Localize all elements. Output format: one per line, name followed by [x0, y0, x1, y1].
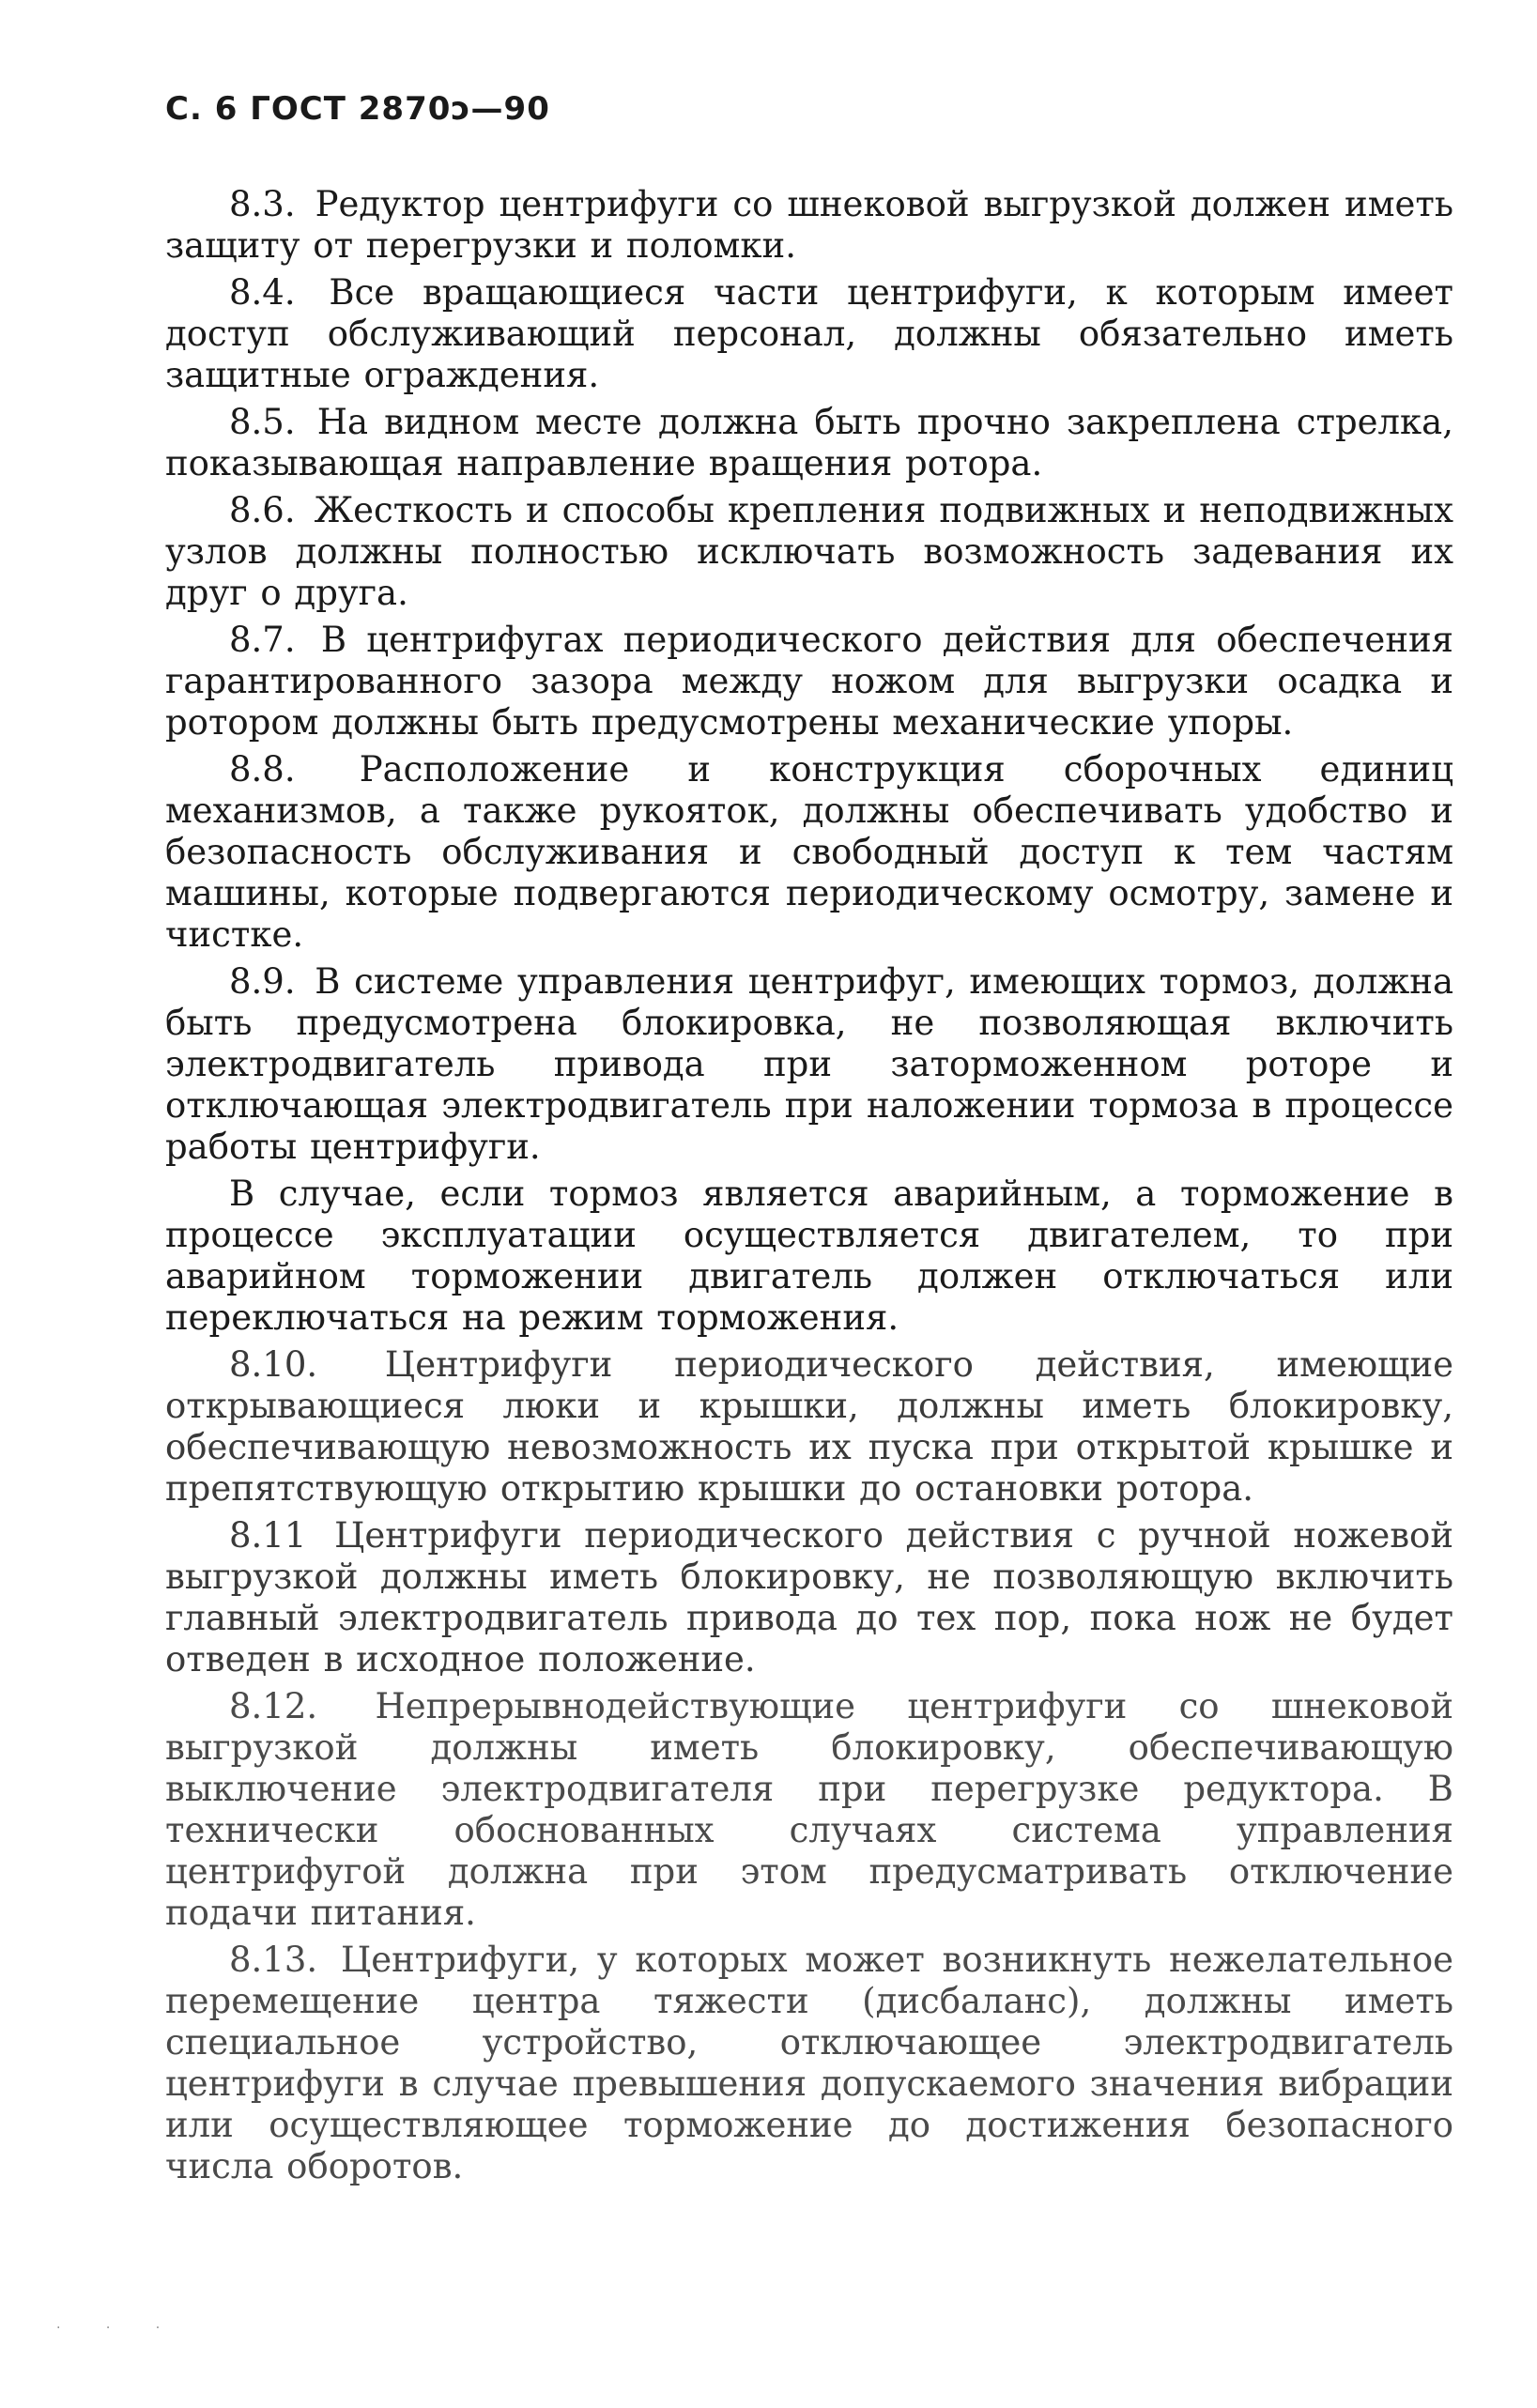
paragraph-8-9-continued [165, 1173, 1453, 1339]
clause-number: 8.5. [229, 402, 296, 442]
paragraph-8-9 [165, 961, 1453, 1168]
clause-text: На видном месте должна быть прочно закреплена стрелка, показывающая направление вращения ротора. [165, 402, 1453, 483]
paragraph-8-10 [165, 1344, 1453, 1510]
clause-number: 8.7. [229, 620, 296, 660]
clause-number: 8.13. [229, 1940, 318, 1980]
clause-text: В центрифугах периодического действия для обеспечения гарантированного зазора между ножом для выгрузки осадка и ротором должны быть предусмотрены механические упоры. [165, 620, 1453, 743]
paragraph-8-6 [165, 490, 1453, 614]
clause-number: 8.8. [229, 749, 296, 790]
clause-number: 8.10. [229, 1344, 318, 1385]
paragraph-8-7 [165, 620, 1453, 744]
paragraph-8-5 [165, 402, 1453, 484]
clause-text: В системе управления центрифуг, имеющих тормоз, должна быть предусмотрена блокировка, не позволяющая включить электродвигатель привода при заторможенном роторе и отключающая электродвигатель при наложении тормоза в процессе работы центрифуги. [165, 961, 1453, 1167]
clause-number: 8.6. [229, 490, 296, 530]
paragraph-8-3 [165, 184, 1453, 267]
document-body [165, 184, 1453, 2193]
page-header: С. 6 ГОСТ 2870ɔ—90 [165, 90, 550, 128]
clause-text: Центрифуги, у которых может возникнуть нежелательное перемещение центра тяжести (дисбаланс), должны иметь специальное устройство, отключающее электродвигатель центрифуги в случае превышения допускаемого значения вибрации или осуществляющее торможение до достижения безопасного числа оборотов. [165, 1940, 1453, 2186]
clause-number: 8.12. [229, 1686, 318, 1726]
paragraph-8-12 [165, 1686, 1453, 1934]
clause-text: Редуктор центрифуги со шнековой выгрузкой должен иметь защиту от перегрузки и поломки. [165, 184, 1453, 266]
paragraph-8-8 [165, 749, 1453, 956]
paragraph-8-13 [165, 1940, 1453, 2187]
clause-text: Непрерывнодействующие центрифуги со шнековой выгрузкой должны иметь блокировку, обеспечивающую выключение электродвигателя при перегрузке редуктора. В технически обоснованных случаях система управления центрифугой должна при этом предусматривать отключение подачи питания. [165, 1686, 1453, 1933]
clause-number: 8.11 [229, 1515, 307, 1556]
scan-specks: · · · [56, 2321, 181, 2336]
clause-text: В случае, если тормоз является аварийным, а торможение в процессе эксплуатации осуществляется двигателем, то при аварийном торможении двигатель должен отключаться или переключаться на режим торможения. [165, 1173, 1453, 1338]
paragraph-8-4 [165, 272, 1453, 396]
clause-text: Центрифуги периодического действия, имеющие открывающиеся люки и крышки, должны иметь блокировку, обеспечивающую невозможность их пуска при открытой крышке и препятствующую открытию крышки до остановки ротора. [165, 1344, 1454, 1509]
clause-text: Жесткость и способы крепления подвижных и неподвижных узлов должны полностью исключать возможность задевания их друг о друга. [165, 490, 1453, 613]
clause-text: Центрифуги периодического действия с ручной ножевой выгрузкой должны иметь блокировку, не позволяющую включить главный электродвигатель привода до тех пор, пока нож не будет отведен в исходное положение. [165, 1515, 1453, 1679]
clause-number: 8.3. [229, 184, 296, 224]
paragraph-8-11 [165, 1515, 1453, 1680]
clause-number: 8.4. [229, 272, 296, 313]
clause-text: Расположение и конструкция сборочных единиц механизмов, а также рукояток, должны обеспечивать удобство и безопасность обслуживания и свободный доступ к тем частям машины, которые подвергаются периодическому осмотру, замене и чистке. [165, 749, 1453, 955]
clause-number: 8.9. [229, 961, 296, 1002]
clause-text: Все вращающиеся части центрифуги, к которым имеет доступ обслуживающий персонал, должны обязательно иметь защитные ограждения. [165, 272, 1453, 395]
